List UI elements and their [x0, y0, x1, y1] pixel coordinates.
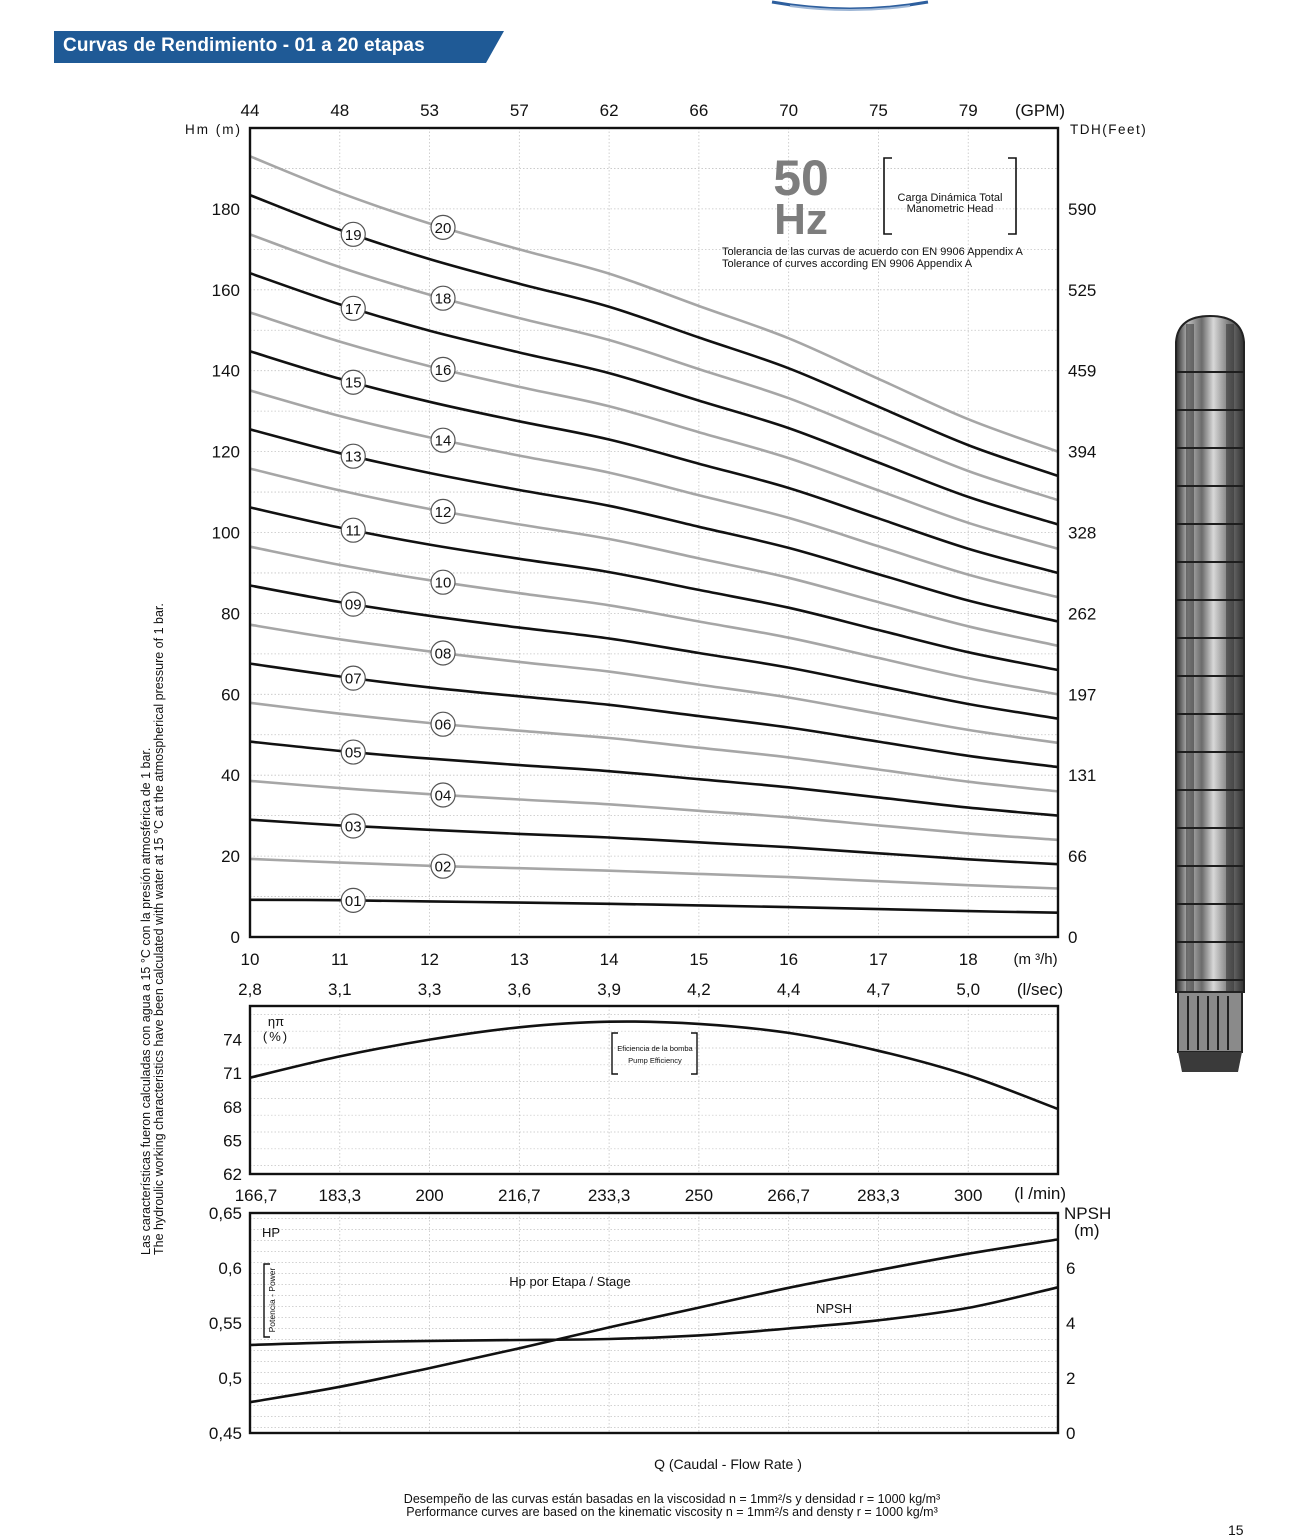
- head-y-tick-label: 80: [221, 604, 240, 624]
- flow-lps-tick-label: 3,1: [327, 980, 352, 999]
- frequency-number: 50: [773, 150, 829, 206]
- head-y-tick-label: 120: [211, 442, 240, 462]
- head-curve-06: [250, 703, 1058, 792]
- stage-label: 17: [344, 300, 362, 318]
- flow-lps-tick-label: 5,0: [956, 980, 981, 999]
- stage-label: 20: [434, 219, 452, 237]
- head-curve-12: [250, 469, 1058, 646]
- head-y2-tick-label: 394: [1068, 442, 1097, 462]
- flow-lps-unit-label: (l/sec): [1016, 980, 1064, 999]
- flow-m3h-unit-label: (m ³/h): [1013, 951, 1058, 968]
- flow-m3h-tick-label: 13: [509, 950, 529, 969]
- stage-label: 04: [434, 787, 452, 805]
- flow-lmin-tick-label: 233,3: [587, 1186, 631, 1205]
- flow-lps-tick-label: 2,8: [238, 980, 262, 999]
- stage-label: 05: [344, 744, 362, 762]
- hp-y-tick-label: 0,45: [208, 1424, 242, 1443]
- npsh-y-tick-label: 0: [1066, 1424, 1076, 1443]
- head-y2-tick-label: 66: [1068, 847, 1087, 867]
- head-y2-tick-label: 0: [1068, 928, 1078, 947]
- head-curve-02: [250, 859, 1058, 889]
- stage-label: 12: [434, 503, 452, 521]
- stage-label: 16: [434, 361, 452, 379]
- frequency-unit: Hz: [774, 195, 828, 244]
- hp-y-tick-label: 0,6: [218, 1259, 242, 1278]
- stage-label: 09: [344, 596, 362, 614]
- flow-m3h-tick-label: 10: [240, 950, 260, 969]
- head-panel: [185, 101, 1147, 999]
- gpm-tick-label: 44: [240, 101, 260, 120]
- gpm-tick-label: 57: [509, 101, 529, 120]
- npsh-axis-unit: (m): [1074, 1221, 1100, 1240]
- npsh-axis-title: NPSH: [1064, 1204, 1112, 1223]
- gpm-tick-label: 75: [868, 101, 888, 120]
- flow-m3h-tick-label: 14: [599, 950, 619, 969]
- head-curve-19: [250, 195, 1058, 476]
- flow-lmin-tick-label: 166,7: [234, 1186, 278, 1205]
- stage-label: 13: [344, 448, 362, 466]
- head-y2-tick-label: 328: [1068, 523, 1097, 543]
- head-curve-10: [250, 547, 1058, 695]
- eff-legend-es: Eficiencia de la bomba: [617, 1044, 693, 1053]
- stage-label: 10: [434, 574, 452, 592]
- hp-axis-title: HP: [262, 1225, 281, 1240]
- gpm-tick-label: 48: [330, 101, 350, 120]
- side-note-es: Las características fueron calculadas con agua a 15 °C con la presión atmosférica de 1 bar.: [139, 747, 153, 1255]
- efficiency-curve: [250, 1022, 1058, 1109]
- head-y2-axis-title: TDH(Feet): [1070, 122, 1148, 137]
- head-curve-03: [250, 820, 1058, 865]
- head-y-tick-label: 60: [221, 685, 240, 705]
- flow-lps-tick-label: 3,9: [597, 980, 621, 999]
- flow-lmin-unit-label: (l /min): [1014, 1184, 1067, 1203]
- head-y2-tick-label: 590: [1068, 199, 1097, 219]
- stage-label: 02: [434, 858, 452, 876]
- head-y-tick-label: 160: [211, 280, 240, 300]
- gpm-unit-label: (GPM): [1015, 101, 1066, 120]
- flow-lps-tick-label: 3,3: [417, 980, 442, 999]
- head-y-tick-label: 180: [211, 199, 240, 219]
- eff-y-tick-label: 62: [223, 1165, 242, 1184]
- pump-image: [1168, 312, 1252, 1076]
- flow-m3h-tick-label: 18: [958, 950, 978, 969]
- head-curve-08: [250, 625, 1058, 743]
- stage-label: 08: [434, 645, 452, 663]
- legend-manometric-en: Manometric Head: [906, 203, 994, 215]
- gpm-tick-label: 62: [599, 101, 619, 120]
- flow-lmin-tick-label: 250: [684, 1186, 714, 1205]
- head-y-tick-label: 100: [211, 523, 240, 543]
- eff-y-tick-label: 65: [223, 1131, 242, 1151]
- stage-label: 15: [344, 374, 362, 392]
- footnote-en: Performance curves are based on the kinematic viscosity n = 1mm²/s and densty r = 1000 kg/m³: [406, 1505, 938, 1519]
- head-y2-tick-label: 197: [1068, 685, 1097, 705]
- legend-manometric-es: Carga Dinámica Total: [897, 192, 1003, 204]
- flow-rate-caption: Q (Caudal - Flow Rate ): [654, 1456, 802, 1472]
- head-y-tick-label: 140: [211, 361, 240, 381]
- npsh-y-tick-label: 2: [1066, 1369, 1076, 1388]
- head-y2-tick-label: 525: [1068, 280, 1097, 300]
- efficiency-panel: [223, 1006, 1058, 1184]
- flow-lmin-tick-label: 216,7: [498, 1186, 541, 1205]
- tolerance-note-en: Tolerance of curves according EN 9906 Appendix A: [722, 258, 973, 270]
- eff-legend-bracket-right: [691, 1033, 697, 1074]
- stage-label: 14: [434, 432, 452, 450]
- eff-y-tick-label: 74: [223, 1030, 242, 1050]
- head-curve-17: [250, 273, 1058, 524]
- stage-label: 07: [344, 670, 362, 688]
- npsh-curve-label: NPSH: [815, 1301, 853, 1316]
- head-y2-tick-label: 262: [1068, 604, 1097, 624]
- flow-m3h-tick-label: 11: [330, 950, 349, 969]
- npsh-y-tick-label: 6: [1066, 1259, 1076, 1278]
- tolerance-note-es: Tolerancia de las curvas de acuerdo con EN 9906 Appendix A: [722, 246, 1023, 258]
- power-frame: [250, 1213, 1058, 1433]
- stage-label: 06: [434, 716, 452, 734]
- legend-bracket-left: [884, 158, 892, 234]
- head-curve-15: [250, 351, 1058, 573]
- hp-y-tick-label: 0,55: [208, 1314, 242, 1333]
- flow-lmin-tick-label: 266,7: [767, 1186, 810, 1205]
- flow-m3h-tick-label: 15: [689, 950, 709, 969]
- hp-y-tick-label: 0,5: [218, 1369, 242, 1388]
- head-y2-tick-label: 131: [1068, 766, 1097, 786]
- flow-lps-tick-label: 4,4: [776, 980, 801, 999]
- head-y-axis-title: Hm (m): [185, 122, 242, 137]
- eff-legend-en: Pump Efficiency: [628, 1056, 682, 1065]
- footnote: [0, 1493, 1294, 1519]
- gpm-tick-label: 66: [689, 101, 709, 120]
- head-curve-01: [250, 900, 1058, 913]
- footnote-es: Desempeño de las curvas están basadas en la viscosidad n = 1mm²/s y densidad r = 1000 kg/m³: [403, 1492, 941, 1506]
- npsh-y-tick-label: 4: [1066, 1314, 1076, 1333]
- stage-label: 11: [345, 522, 362, 540]
- head-curve-14: [250, 391, 1058, 598]
- side-note: [140, 603, 166, 1255]
- eff-y-tick-label: 68: [223, 1097, 242, 1117]
- flow-lps-tick-label: 3,6: [507, 980, 532, 999]
- legend-bracket-right: [1008, 158, 1016, 234]
- flow-lps-tick-label: 4,7: [866, 980, 891, 999]
- flow-m3h-tick-label: 16: [779, 950, 799, 969]
- eff-y-tick-label: 71: [223, 1064, 242, 1084]
- stage-label: 01: [344, 892, 362, 910]
- flow-lmin-tick-label: 283,3: [857, 1186, 900, 1205]
- eff-axis-title-symbol: ηπ: [267, 1014, 285, 1029]
- hp-curve: [250, 1239, 1058, 1402]
- head-curve-16: [250, 313, 1058, 549]
- stage-label: 18: [434, 290, 452, 308]
- side-note-en: The hydroulic working characteristics have been calculated with water at 15 °C at the atmospherical pressure of 1 bar.: [152, 603, 166, 1255]
- flow-m3h-tick-label: 12: [420, 950, 440, 969]
- flow-lmin-tick-label: 200: [415, 1186, 444, 1205]
- gpm-tick-label: 53: [420, 101, 440, 120]
- eff-axis-title-unit: (%): [262, 1029, 290, 1044]
- flow-lmin-tick-label: 300: [954, 1186, 983, 1205]
- page-number: 15: [1228, 1522, 1244, 1538]
- hp-curve-label: Hp por Etapa / Stage: [509, 1274, 631, 1289]
- gpm-tick-label: 79: [958, 101, 978, 120]
- hp-y-tick-label: 0,65: [208, 1204, 242, 1223]
- power-caption: Potencia - Power: [267, 1267, 277, 1333]
- head-curve-09: [250, 586, 1058, 719]
- stage-label: 03: [344, 818, 362, 836]
- flow-lps-tick-label: 4,2: [687, 980, 711, 999]
- head-y-tick-label: 40: [221, 766, 240, 786]
- gpm-tick-label: 70: [779, 101, 799, 120]
- flow-m3h-tick-label: 17: [868, 950, 888, 969]
- stage-label: 19: [344, 226, 362, 244]
- eff-legend-bracket-left: [612, 1033, 618, 1074]
- power-npsh-panel: [209, 1184, 1111, 1472]
- section-title: Curvas de Rendimiento - 01 a 20 etapas: [63, 35, 425, 56]
- flow-lmin-tick-label: 183,3: [318, 1186, 362, 1205]
- head-y2-tick-label: 459: [1068, 361, 1097, 381]
- head-y-tick-label: 20: [221, 847, 240, 867]
- head-y-tick-label: 0: [230, 928, 240, 947]
- head-curve-04: [250, 781, 1058, 840]
